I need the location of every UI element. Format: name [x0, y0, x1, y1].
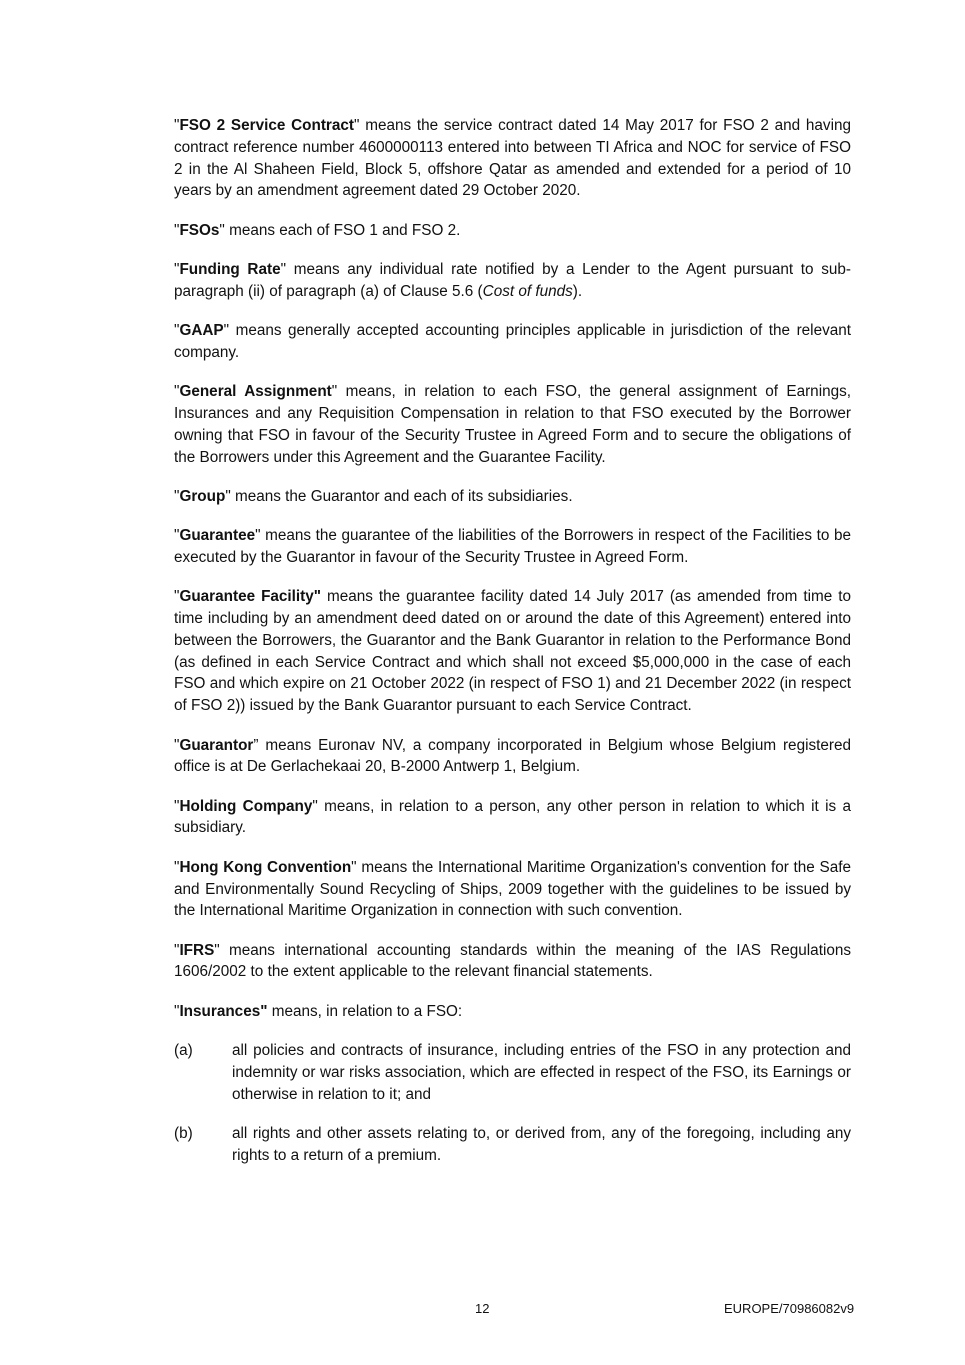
defined-term: Guarantee Facility": [179, 588, 322, 606]
definition-gaap: [174, 320, 851, 364]
list-text: all policies and contracts of insurance, including entries of the FSO in any protection and indemnity or war risks association, which are effected in respect of the FSO, its Earnings or otherwise in relation to it; and: [232, 1042, 851, 1103]
close-quote: ": [223, 322, 230, 340]
open-quote: ": [174, 221, 180, 239]
definition-fsos: [174, 220, 851, 242]
open-quote: ": [174, 797, 180, 815]
definition-funding-rate: [174, 259, 851, 303]
definition-insurances: [174, 1001, 851, 1023]
defined-term: IFRS: [179, 941, 215, 959]
defined-term: Funding Rate: [179, 260, 281, 278]
close-quote: ": [225, 487, 231, 505]
definition-text: means international accounting standards within the meaning of the IAS Regulations 1606/2002 to the extent applicable to the relevant financial statements.: [174, 941, 851, 981]
list-text: all rights and other assets relating to, or derived from, any of the foregoing, including any rights to a return of a premium.: [232, 1124, 851, 1164]
defined-term: Group: [179, 487, 226, 505]
definition-text: means, in relation to a person, any other person in relation to which it is a subsidiary.: [174, 797, 851, 837]
definition-guarantee-facility: [174, 586, 851, 717]
definition-text: means any individual rate notified by a Lender to the Agent pursuant to sub-paragraph (ii) of paragraph (a) of Clause 5.6 (: [174, 260, 851, 300]
document-reference: EUROPE/70986082v9: [724, 1301, 855, 1316]
close-quote: ”: [253, 736, 259, 754]
document-body: [174, 115, 851, 1184]
close-quote: ": [280, 260, 287, 278]
close-quote: ": [214, 941, 220, 959]
close-quote: ": [255, 527, 261, 545]
defined-term: FSO 2 Service Contract: [179, 117, 354, 134]
definition-text: means the service contract dated 14 May 2017 for FSO 2 and having contract reference number 4600000113 entered into between TI Africa and NOC for service of FSO 2 in the Al Shaheen Field, Block 5, offshore Qatar as amended and extended for a period of 10 years by an amendment agreement dated 29 October 2020.: [174, 117, 851, 200]
clause-title: Cost of funds: [482, 282, 573, 300]
close-quote: ": [354, 117, 360, 134]
defined-term: General Assignment: [179, 383, 332, 401]
definition-fso2-service-contract: [174, 115, 851, 202]
defined-term: Insurances": [179, 1002, 268, 1020]
definition-text: means, in relation to each FSO, the general assignment of Earnings, Insurances and any Requisition Compensation in relation to that FSO executed by the Borrower owning that FSO in favour of the Security Trustee in Agreed Form and to secure the obligations of the Borrowers under this Agreement and the Guarantee Facility.: [174, 383, 852, 466]
defined-term: Hong Kong Convention: [179, 858, 352, 876]
definition-ifrs: [174, 940, 851, 984]
defined-term: Holding Company: [179, 797, 313, 815]
open-quote: ": [174, 1002, 180, 1020]
defined-term: Guarantor: [179, 736, 254, 754]
definition-text: means each of FSO 1 and FSO 2.: [224, 221, 461, 239]
close-quote: ": [312, 797, 318, 815]
definition-holding-company: [174, 796, 851, 840]
definition-general-assignment: [174, 381, 851, 468]
definition-text: means, in relation to a FSO:: [267, 1002, 463, 1020]
list-label: (b): [174, 1124, 193, 1142]
definition-guarantor: [174, 735, 851, 779]
definition-text: means the guarantee of the liabilities of the Borrowers in respect of the Facilities to be executed by the Guarantor in favour of the Security Trustee in Agreed Form.: [174, 527, 851, 566]
definition-text: means the International Maritime Organization's convention for the Safe and Environmentally Sound Recycling of Ships, 2009 together with the guidelines to be issued by the International Maritime Organization in connection with such convention.: [174, 858, 851, 920]
open-quote: ": [174, 487, 180, 505]
open-quote: ": [174, 858, 180, 876]
open-quote: ": [174, 322, 180, 340]
close-quote: ": [331, 383, 338, 401]
open-quote: ": [174, 527, 180, 545]
close-quote: ": [219, 221, 225, 239]
insurances-item-a: [174, 1040, 851, 1105]
defined-term: Guarantee: [179, 527, 256, 545]
open-quote: ": [174, 736, 180, 754]
definition-guarantee: [174, 525, 851, 569]
definition-text: means the Guarantor and each of its subsidiaries.: [230, 487, 573, 505]
open-quote: ": [174, 260, 180, 278]
definition-tail: ).: [572, 282, 583, 300]
insurances-item-b: [174, 1123, 851, 1167]
open-quote: ": [174, 117, 180, 134]
definition-hong-kong-convention: [174, 857, 851, 922]
defined-term: GAAP: [179, 322, 224, 340]
definition-group: [174, 486, 851, 508]
defined-term: FSOs: [179, 221, 220, 239]
page-number: 12: [475, 1301, 490, 1316]
definition-text: means generally accepted accounting principles applicable in jurisdiction of the relevant company.: [174, 322, 851, 361]
definition-text: means the guarantee facility dated 14 July 2017 (as amended from time to time including by an amendment deed dated on or around the date of this Agreement) entered into between the Borrowers, the Guarantor and the Bank Guarantor in relation to the Performance Bond (as defined in each Service Contract and which shall not exceed $5,000,000 in the case of each FSO and which expire on 21 October 2022 (in respect of FSO 1) and 21 December 2022 (in respect of FSO 2)) issued by the Bank Guarantor pursuant to each Service Contract.: [174, 588, 851, 715]
close-quote: ": [351, 858, 357, 876]
open-quote: ": [174, 383, 180, 401]
open-quote: ": [174, 941, 180, 959]
open-quote: ": [174, 588, 180, 606]
definition-text: means Euronav NV, a company incorporated in Belgium whose Belgium registered office is at De Gerlachekaai 20, B-2000 Antwerp 1, Belgium.: [174, 736, 851, 776]
list-label: (a): [174, 1042, 193, 1059]
